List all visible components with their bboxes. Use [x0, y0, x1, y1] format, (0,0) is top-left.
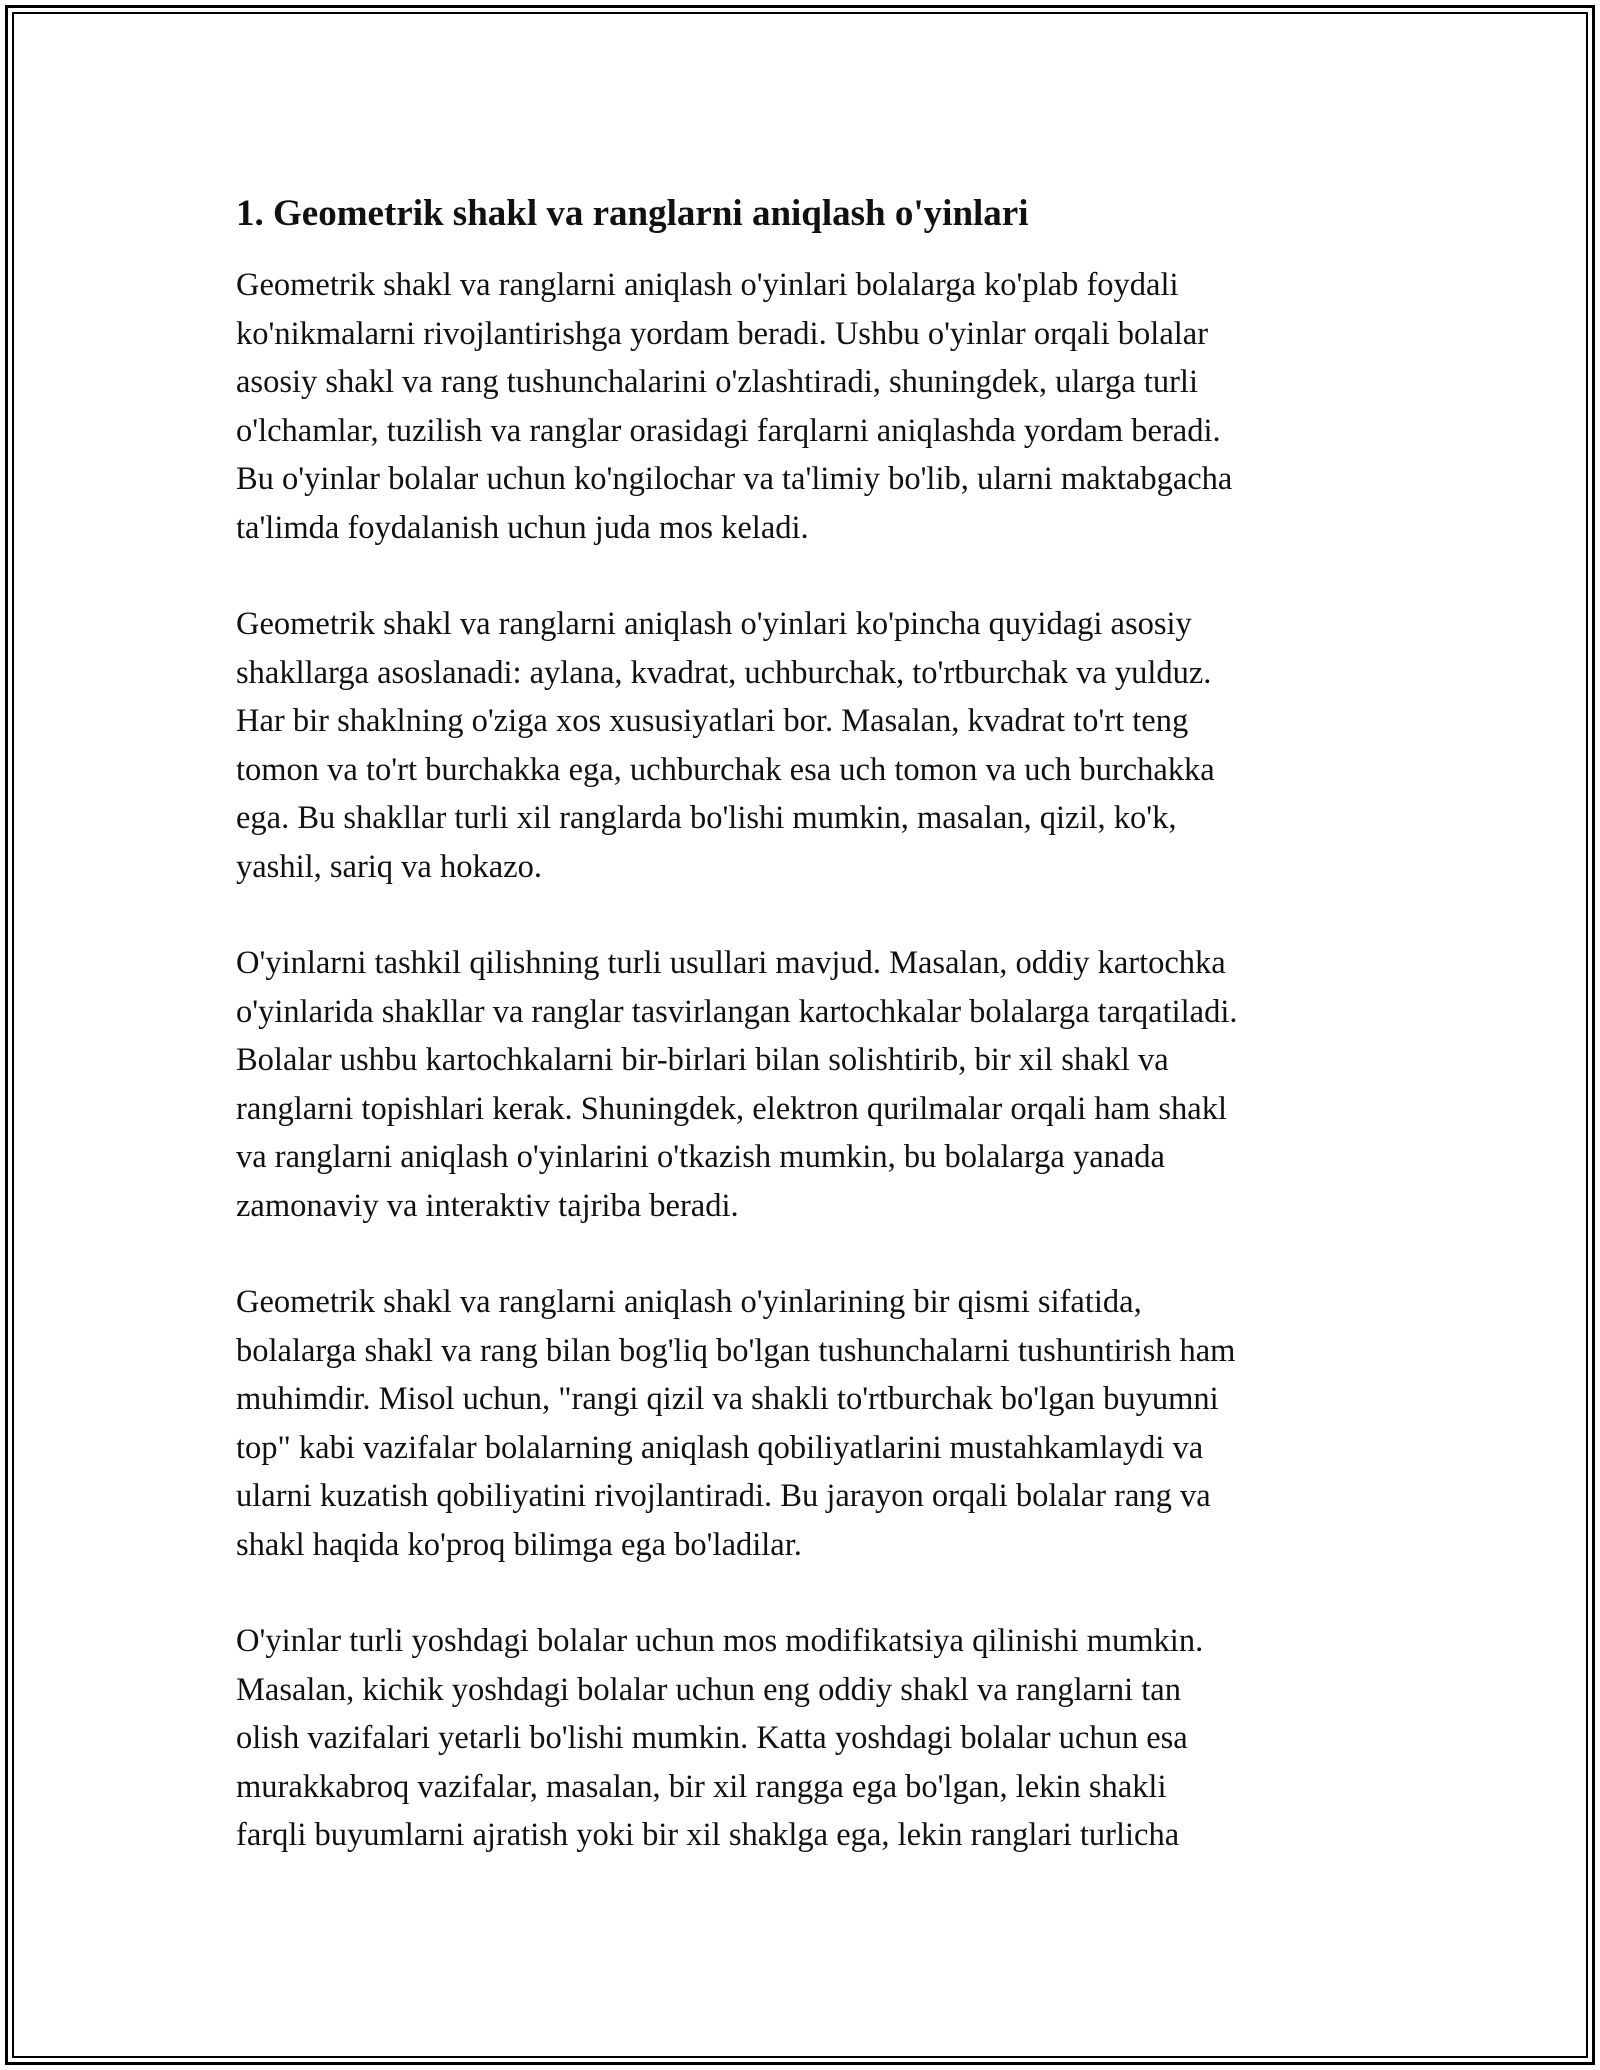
text-line: Bolalar ushbu kartochkalarni bir-birlari bilan solishtirib, bir xil shakl va [236, 1042, 1169, 1078]
text-line: O'yinlarni tashkil qilishning turli usullari mavjud. Masalan, oddiy kartochka [236, 945, 1226, 981]
text-line: ega. Bu shakllar turli xil ranglarda bo'lishi mumkin, masalan, qizil, ko'k, [236, 800, 1177, 836]
text-line: Har bir shaklning o'ziga xos xususiyatlari bor. Masalan, kvadrat to'rt teng [236, 703, 1189, 739]
text-line: ranglarni topishlari kerak. Shuningdek, elektron qurilmalar orqali ham shakl [236, 1090, 1227, 1127]
section-heading: 1. Geometrik shakl va ranglarni aniqlash o'yinlari [236, 193, 1029, 234]
text-line: tomon va to'rt burchakka ega, uchburchak esa uch tomon va uch burchakka [236, 751, 1215, 788]
text-line: shakl haqida ko'proq bilimga ega bo'ladilar. [236, 1526, 802, 1563]
text-line: o'yinlarida shakllar va ranglar tasvirlangan kartochkalar bolalarga tarqatiladi. [236, 993, 1238, 1030]
text-line: farqli buyumlarni ajratish yoki bir xil shaklga ega, lekin ranglari turlicha [236, 1817, 1180, 1853]
text-line: shakllarga asoslanadi: aylana, kvadrat, uchburchak, to'rtburchak va yulduz. [236, 654, 1212, 691]
text-line: Geometrik shakl va ranglarni aniqlash o'yinlarining bir qismi sifatida, [236, 1284, 1142, 1320]
text-line: O'yinlar turli yoshdagi bolalar uchun mos modifikatsiya qilinishi mumkin. [236, 1623, 1204, 1659]
text-line: muhimdir. Misol uchun, "rangi qizil va shakli to'rtburchak bo'lgan buyumni [236, 1381, 1219, 1417]
text-line: asosiy shakl va rang tushunchalarini o'zlashtiradi, shuningdek, ularga turli [236, 364, 1198, 400]
text-line: yashil, sariq va hokazo. [236, 848, 542, 885]
text-line: Geometrik shakl va ranglarni aniqlash o'yinlari bolalarga ko'plab foydali [236, 267, 1179, 303]
text-line: murakkabroq vazifalar, masalan, bir xil rangga ega bo'lgan, lekin shakli [236, 1768, 1167, 1805]
text-line: olish vazifalari yetarli bo'lishi mumkin. Katta yoshdagi bolalar uchun esa [236, 1720, 1188, 1756]
document-body [236, 185, 1376, 1908]
paragraph-2 [236, 600, 1376, 891]
text-line: Bu o'yinlar bolalar uchun ko'ngilochar va ta'limiy bo'lib, ularni maktabgacha [236, 461, 1233, 497]
text-line: ta'limda foydalanish uchun juda mos keladi. [236, 509, 809, 546]
paragraph-4 [236, 1278, 1376, 1569]
text-line: o'lchamlar, tuzilish va ranglar orasidagi farqlarni aniqlashda yordam beradi. [236, 412, 1221, 449]
text-line: Geometrik shakl va ranglarni aniqlash o'yinlari ko'pincha quyidagi asosiy [236, 606, 1192, 642]
paragraph-5 [236, 1617, 1376, 1860]
text-line: va ranglarni aniqlash o'yinlarini o'tkazish mumkin, bu bolalarga yanada [236, 1139, 1165, 1175]
paragraph-3 [236, 939, 1376, 1230]
text-line: bolalarga shakl va rang bilan bog'liq bo'lgan tushunchalarni tushuntirish ham [236, 1332, 1236, 1369]
text-line: top" kabi vazifalar bolalarning aniqlash qobiliyatlarini mustahkamlaydi va [236, 1429, 1204, 1466]
text-line: Masalan, kichik yoshdagi bolalar uchun eng oddiy shakl va ranglarni tan [236, 1671, 1181, 1708]
text-line: ularni kuzatish qobiliyatini rivojlantiradi. Bu jarayon orqali bolalar rang va [236, 1478, 1211, 1514]
text-line: ko'nikmalarni rivojlantirishga yordam beradi. Ushbu o'yinlar orqali bolalar [236, 315, 1209, 352]
text-line: zamonaviy va interaktiv tajriba beradi. [236, 1187, 739, 1224]
paragraph-1 [236, 261, 1376, 552]
